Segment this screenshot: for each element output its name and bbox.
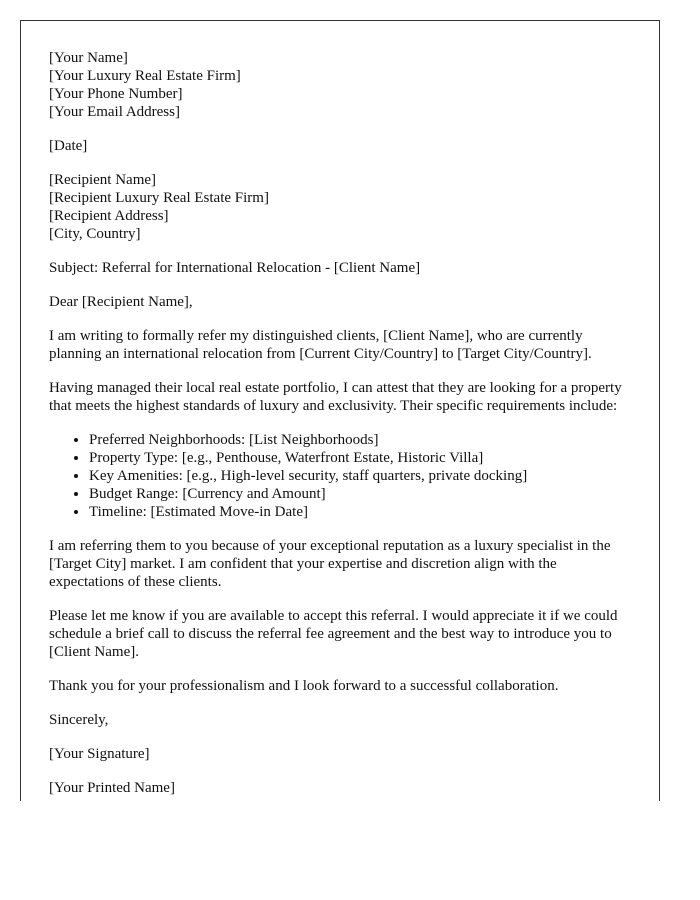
list-item: • Key Amenities: [e.g., High-level security, staff quarters, private docking] xyxy=(89,467,634,485)
requirements-paragraph: Having managed their local real estate portfolio, I can attest that they are looking for a property that meets the highest standards of luxury and exclusivity. Their specific requirements include: xyxy=(49,380,622,414)
request-paragraph: Please let me know if you are available to accept this referral. I would appreciate it if we could schedule a brief call to discuss the referral fee agreement and the best way to introduce you to [Client Name]. xyxy=(49,608,618,660)
list-item: • Budget Range: [Currency and Amount] xyxy=(89,485,634,503)
recipient-name: [Recipient Name] xyxy=(49,172,157,188)
recipient-block xyxy=(49,171,634,243)
reason-paragraph: I am referring them to you because of your exceptional reputation as a luxury specialist in the [Target City] market. I am confident that your expertise and discretion align with the expectations of these clients. xyxy=(49,538,611,590)
intro-paragraph: I am writing to formally refer my distinguished clients, [Client Name], who are currently planning an international relocation from [Current City/Country] to [Target City/Country]. xyxy=(49,328,592,362)
closing: Sincerely, xyxy=(49,712,109,728)
thanks-paragraph: Thank you for your professionalism and I look forward to a successful collaboration. xyxy=(49,678,559,694)
sender-block xyxy=(49,49,634,121)
requirements-list xyxy=(49,431,634,521)
sender-phone: [Your Phone Number] xyxy=(49,86,183,102)
recipient-city: [City, Country] xyxy=(49,226,141,242)
printed-name: [Your Printed Name] xyxy=(49,780,175,796)
letter-date: [Date] xyxy=(49,138,88,154)
salutation: Dear [Recipient Name], xyxy=(49,294,193,310)
signature: [Your Signature] xyxy=(49,746,150,762)
recipient-firm: [Recipient Luxury Real Estate Firm] xyxy=(49,190,269,206)
sender-name: [Your Name] xyxy=(49,50,128,66)
sender-email: [Your Email Address] xyxy=(49,104,180,120)
letter-content xyxy=(49,49,634,801)
recipient-address: [Recipient Address] xyxy=(49,208,169,224)
list-item: • Preferred Neighborhoods: [List Neighborhoods] xyxy=(89,431,634,449)
list-item: • Property Type: [e.g., Penthouse, Waterfront Estate, Historic Villa] xyxy=(89,449,634,467)
list-item: • Timeline: [Estimated Move-in Date] xyxy=(89,503,634,521)
subject-line: Subject: Referral for International Relocation - [Client Name] xyxy=(49,260,421,276)
letter-page xyxy=(20,20,660,801)
sender-firm: [Your Luxury Real Estate Firm] xyxy=(49,68,241,84)
